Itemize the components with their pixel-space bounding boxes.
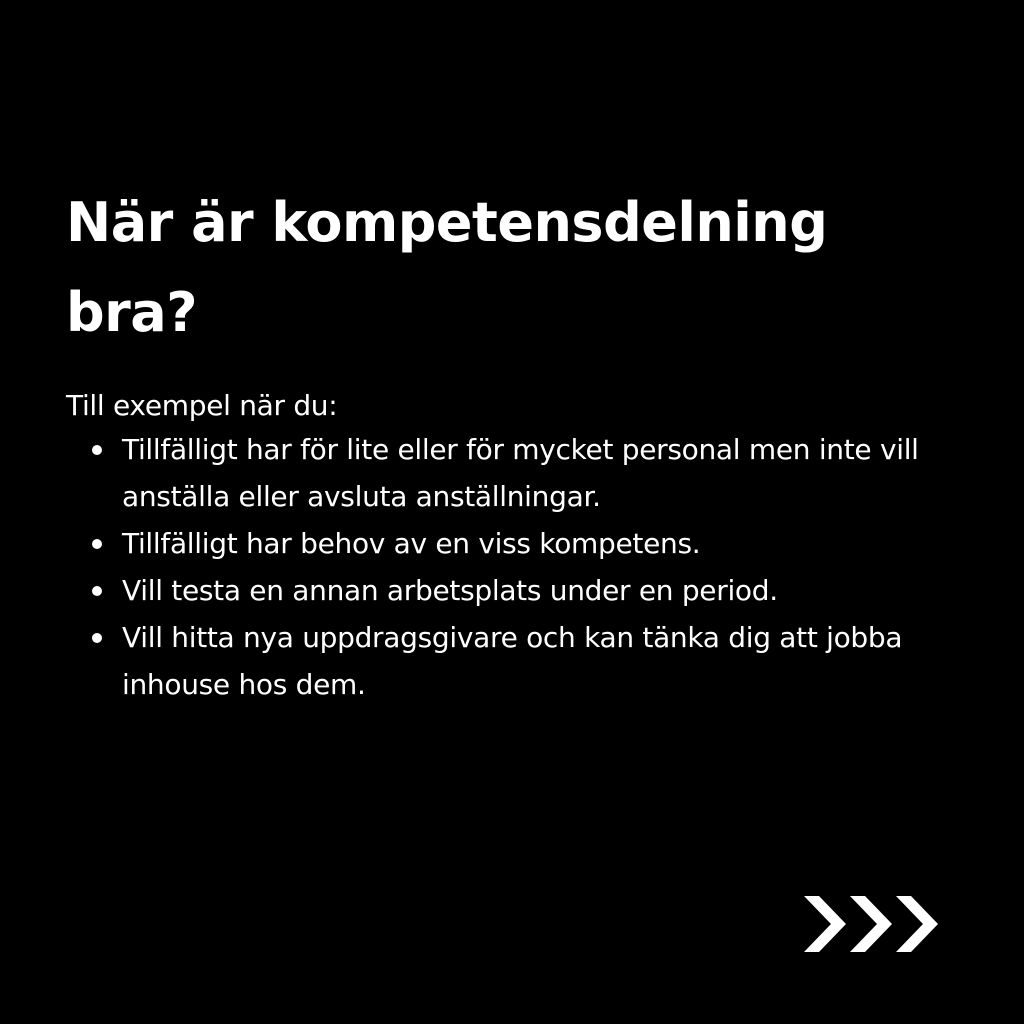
list-item bbox=[66, 520, 946, 567]
slide-title: När är kompetensdelning bra? bbox=[66, 191, 828, 344]
list-item bbox=[66, 426, 946, 520]
list-item-text: Vill testa en annan arbetsplats under en period. bbox=[122, 574, 778, 607]
list-item-text: Vill hitta nya uppdragsgivare och kan tänka dig att jobba inhouse hos dem. bbox=[122, 621, 903, 701]
list-item-text: Tillfälligt har behov av en viss kompetens. bbox=[122, 527, 701, 560]
list-item bbox=[66, 614, 946, 708]
list-item-text: Tillfälligt har för lite eller för mycket personal men inte vill anställa eller avsluta anställningar. bbox=[122, 433, 919, 513]
list-item bbox=[66, 567, 946, 614]
triple-chevron-right-icon bbox=[804, 896, 942, 952]
bullet-dot-icon bbox=[92, 539, 102, 549]
intro-text: Till exempel när du: bbox=[66, 389, 338, 422]
bullet-dot-icon bbox=[92, 633, 102, 643]
bullet-list bbox=[66, 426, 946, 708]
bullet-dot-icon bbox=[92, 586, 102, 596]
next-slide-button[interactable] bbox=[804, 896, 942, 952]
bullet-dot-icon bbox=[92, 445, 102, 455]
